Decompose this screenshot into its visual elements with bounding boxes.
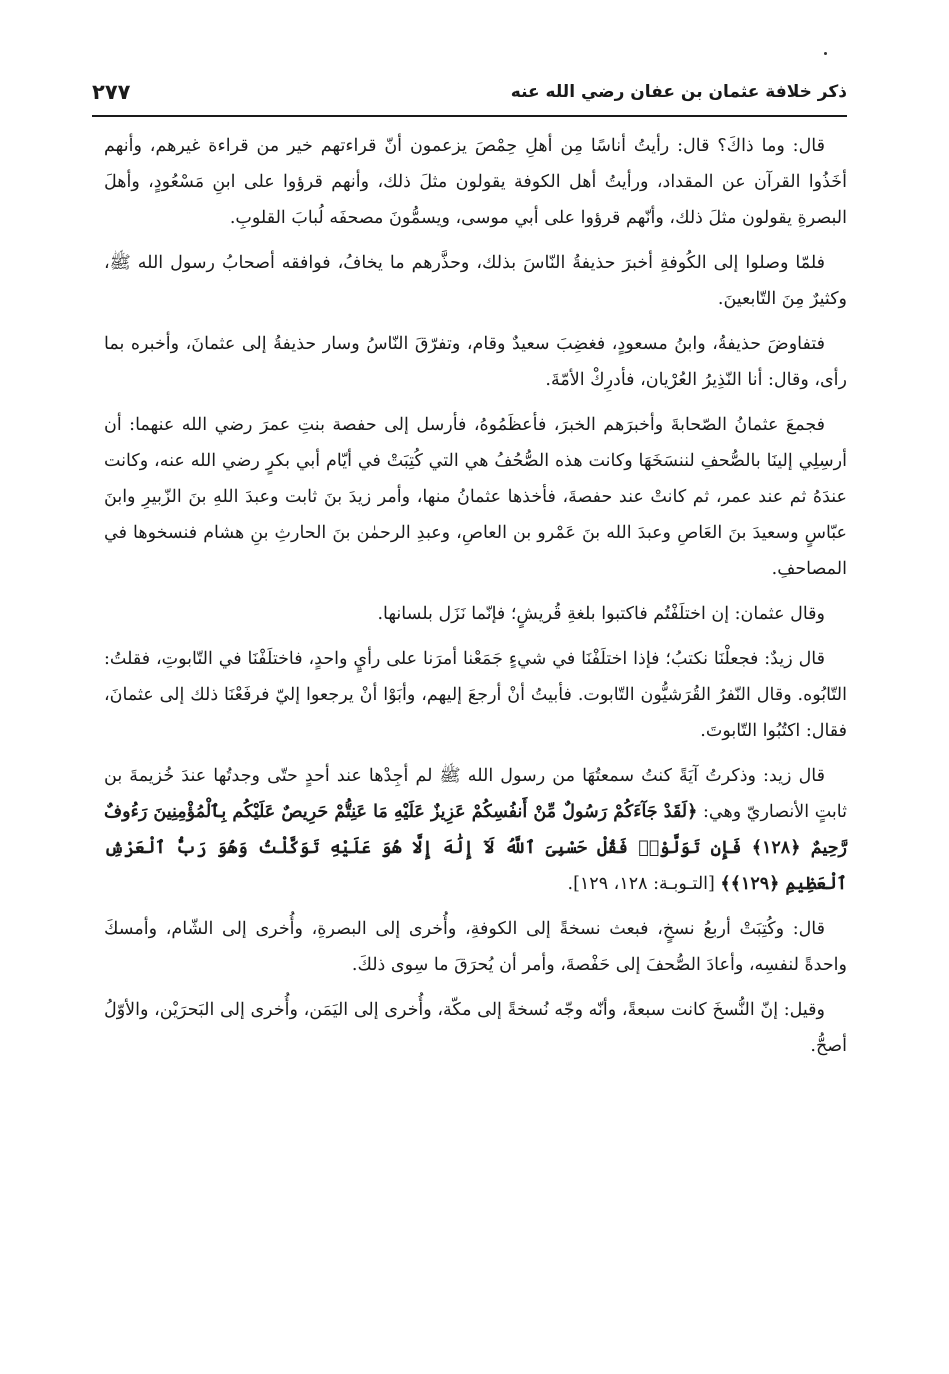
running-header — [92, 72, 847, 112]
page-speck — [824, 52, 827, 55]
paragraph-1: قال: وما ذاكَ؟ قال: رأيتُ أناسًا مِن أهلِ حِمْصَ يزعمون أنّ قراءتهم خير من قراءة غيرهم، وأنهم أخَذُوا القرآن عن المقداد، ورأيتُ أهل الكوفة يقولون مثلَ ذلك، وأنهم قرؤوا على ابنِ مَسْعُودٍ، وأهلَ البصرةِ يقولون مثلَ ذلك، وأنّهم قرؤوا على أبي موسى، ويسمُّونَ مصحفَه لُبابَ القلوبِ. — [104, 136, 847, 228]
paragraph-9: وقيل: إنّ النُّسخَ كانت سبعةً، وأنّه وجّه نُسخةً إلى مكّة، وأُخرى إلى اليَمَن، وأُخرى إلى البَحرَيْن، والأوّلُ أصحُّ. — [104, 1000, 847, 1056]
chapter-title: ذكر خلافة عثمان بن عفان رضي الله عنه — [510, 82, 847, 102]
paragraph-8: قال: وكُتِبَتْ أربعُ نسخٍ، فبعث نسخةً إلى الكوفةِ، وأُخرى إلى البصرةِ، وأُخرى إلى الشّام، وأمسكَ واحدةً لنفسِه، وأعادَ الصُّحفَ إلى حَفْصةَ، وأمر أن يُحرَقَ ما سِوى ذلكَ. — [104, 919, 847, 975]
page-number: ٢٧٧ — [92, 80, 131, 104]
paragraph-6: قال زيدٌ: فجعلْنَا نكتبُ؛ فإذا اختلَفْنَا في شيءٍ جَمَعْنا أمرَنا على رأيٍ واحدٍ، فاختلَفْنَا في التّابوتِ، فقلتُ: التّابُوه. وقال النّفرُ القُرَشيُّون التّابوت. فأبيتُ أنْ أرجعَ إليهم، وأبَوْا أنْ يرجعوا إليّ فرفَعْنَا ذلك إلى عثمانَ، فقال: اكتُبُوا التّابوتَ. — [104, 649, 847, 741]
quran-verse: ﴿لَقَدْ جَآءَكُمْ رَسُولٌ مِّنْ أَنفُسِكُمْ عَزِيزٌ عَلَيْهِ مَا عَنِتُّمْ حَرِيصٌ عَلَيْكُم بِٱلْمُؤْمِنِينَ رَءُوفٌ رَّحِيمٌ ﴿١٢٨﴾ فَإِن تَوَلَّوْا۟ فَقُلْ حَسْبِىَ ٱللَّهُ لَآ إِلَٰهَ إِلَّا هُوَ عَلَيْهِ تَوَكَّلْتُ وَهُوَ رَبُّ ٱلْعَرْشِ ٱلْعَظِيمِ ﴿١٢٩﴾﴾ — [104, 802, 847, 894]
paragraph-7-intro: قال زيد: وذكرتُ آيَةً كنتُ سمعتُهَا من رسول الله ﷺ لم أجِدْها عند أحدٍ حتّى وجدتُها عندَ خُزيمةَ بن ثابتٍ الأنصاريّ وهي: — [104, 766, 847, 822]
paragraph-4: فجمعَ عثمانُ الصّحابةَ وأخبرَهم الخبرَ، فأعظَمُوهُ، فأرسل إلى حفصة بنتِ عمرَ رضي الله عنهما: أن أرسِلِي إلينَا بالصُّحفِ لننسَخَهَا وكانت هذه الصُّحُفُ هي التي كُتِبَتْ في أيّام أبي بكرٍ رضي الله عنه، وكانت عندَهُ ثم عند عمر، ثم كانتْ عند حفصةَ، فأخذها عثمانُ منها، وأمر زيدَ بنَ ثابت وعبدَ اللهِ بنَ الزّبيرِ وابنَ عبّاسٍ وسعيدَ بنَ العَاصِ وعبدَ الله بنَ عَمْرو بن العاصِ، وعبدِ الرحمٰن بنَ الحارثِ بنِ هشام فنسخوها في المصاحفِ. — [104, 415, 847, 579]
page-body — [104, 128, 847, 1073]
paragraph-7 — [104, 758, 847, 902]
paragraph-5: وقال عثمان: إن اختلَفْتُم فاكتبوا بلغةِ قُريشٍ؛ فإنّما نَزَل بلسانها. — [377, 604, 825, 624]
verse-reference: [التـوبـة: ١٢٨، ١٢٩]. — [567, 874, 721, 894]
paragraph-2: فلمّا وصلوا إلى الكُوفةِ أخبرَ حذيفةُ النّاسَ بذلك، وحذَّرهم ما يخافُ، فوافقه أصحابُ رسول الله ﷺ، وكثيرٌ مِنَ التّابعينَ. — [104, 253, 847, 309]
paragraph-3: فتفاوضَ حذيفةُ، وابنُ مسعودٍ، فغضِبَ سعيدٌ وقام، وتفرّقَ النّاسُ وسار حذيفةُ إلى عثمانَ، وأخبره بما رأى، وقال: أنا النّذِيرُ العُرْيان، فأدرِكْ الأمّةَ. — [104, 334, 847, 390]
header-rule — [92, 115, 847, 117]
